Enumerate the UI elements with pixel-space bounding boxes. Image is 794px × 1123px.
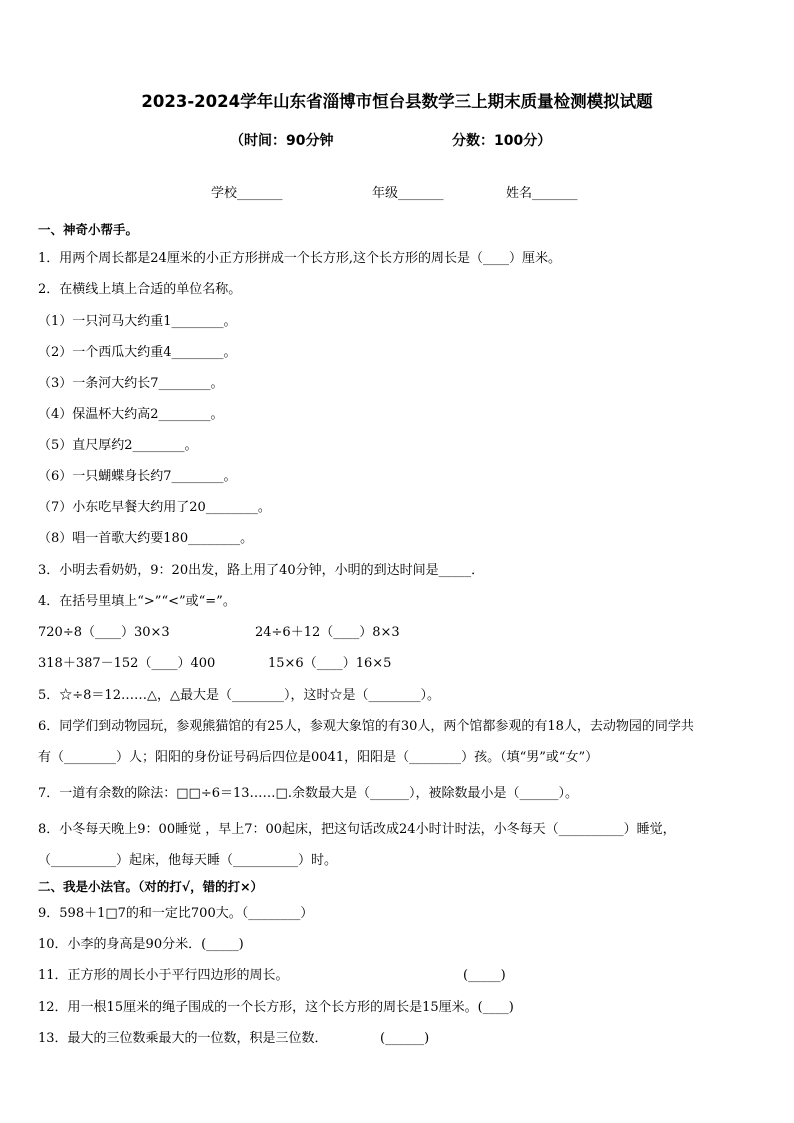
exam-time: （时间：90分钟 (230, 133, 334, 149)
question-4a: 720÷8（____）30×3 (38, 625, 170, 640)
exam-score: 分数：100分） (452, 133, 552, 149)
question-2-item: （8）唱一首歌大约要180________。 (38, 531, 254, 546)
question-2-item: （5）直尺厚约2________。 (38, 438, 198, 453)
question-5: 5．☆÷8＝12……△，△最大是（________），这时☆是（________）。 (38, 688, 440, 703)
question-4b: 24÷6＋12（____）8×3 (255, 625, 400, 640)
question-4d: 15×6（____）16×5 (268, 656, 392, 671)
question-7: 7．一道有余数的除法：□□÷6＝13……□.余数最大是（______），被除数最小是（______）。 (38, 786, 578, 801)
question-4c: 318＋387－152（____）400 (38, 656, 216, 671)
question-2-item: （2）一个西瓜大约重4________。 (38, 345, 237, 360)
question-8-line-2: （__________）起床，他每天睡（__________）时。 (38, 853, 338, 868)
name-field: 姓名_______ (506, 186, 578, 201)
question-6-line-1: 6．同学们到动物园玩，参观熊猫馆的有25人，参观大象馆的有30人，两个馆都参观的有18人，去动物园的同学共 (38, 719, 694, 734)
question-8-line-1: 8．小冬每天晚上9：00睡觉 ，早上7：00起床，把这句话改成24小时计时法，小冬每天（__________）睡觉， (38, 822, 676, 837)
question-2-item: （7）小东吃早餐大约用了20________。 (38, 500, 271, 515)
question-2-item: （4）保温杯大约高2________。 (38, 407, 224, 422)
question-13-blank: (______) (380, 1031, 430, 1046)
question-2-item: （1）一只河马大约重1________。 (38, 314, 237, 329)
question-3: 3．小明去看奶奶，9：20出发，路上用了40分钟，小明的到达时间是_____． (38, 563, 485, 578)
question-11: 11．正方形的周长小于平行四边形的周长。 (38, 968, 289, 983)
section-2-heading: 二、我是小法官。（对的打√，错的打×） (38, 879, 264, 894)
page-title: 2023-2024学年山东省淄博市恒台县数学三上期末质量检测模拟试题 (141, 92, 653, 111)
grade-field: 年级_______ (372, 186, 444, 201)
question-12: 12．用一根15厘米的绳子围成的一个长方形，这个长方形的周长是15厘米。(____) (38, 1000, 514, 1015)
question-4: 4．在括号里填上“>”“<”或“=”。 (38, 594, 236, 609)
question-10: 10．小李的身高是90分米．(_____) (38, 937, 244, 952)
question-2-item: （3）一条河大约长7________。 (38, 376, 224, 391)
question-11-blank: (_____) (463, 968, 506, 983)
question-13: 13．最大的三位数乘最大的一位数，积是三位数． (38, 1031, 328, 1046)
question-2: 2．在横线上填上合适的单位名称。 (38, 282, 242, 297)
section-1-heading: 一、神奇小帮手。 (38, 222, 139, 237)
school-field: 学校_______ (211, 186, 283, 201)
question-9: 9．598＋1□7的和一定比700大。（________） (38, 906, 314, 921)
question-1: 1．用两个周长都是24厘米的小正方形拼成一个长方形,这个长方形的周长是（____）厘米。 (38, 251, 561, 266)
question-2-item: （6）一只蝴蝶身长约7________。 (38, 469, 237, 484)
question-6-line-2: 有（________）人；阳阳的身份证号码后四位是0041，阳阳是（________）孩。（填“男”或“女”） (38, 750, 599, 765)
